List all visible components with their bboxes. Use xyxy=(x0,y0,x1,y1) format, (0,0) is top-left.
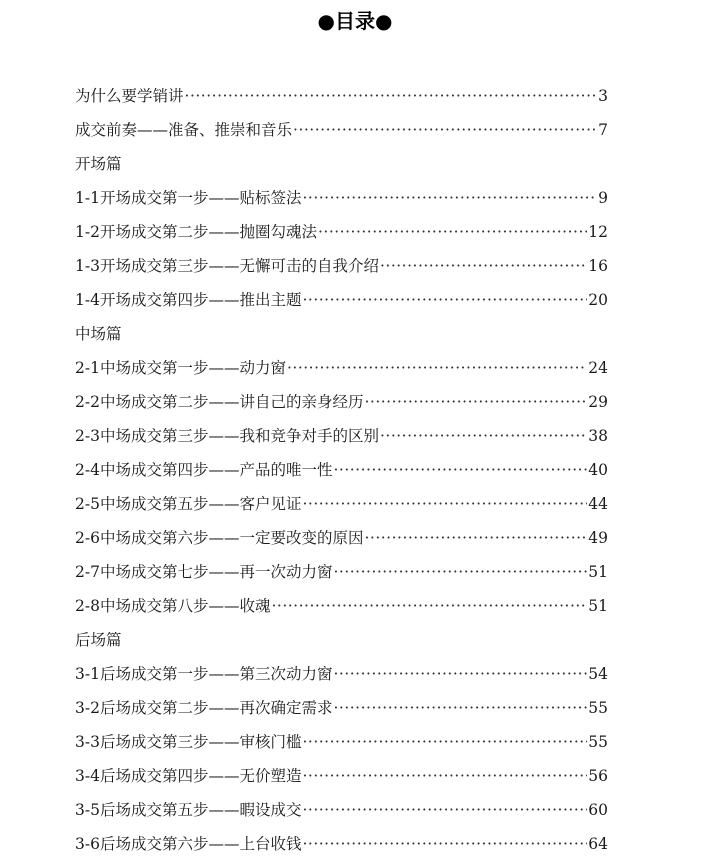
dot-leader xyxy=(302,487,587,521)
dot-leader xyxy=(302,759,587,793)
toc-page-number: 12 xyxy=(588,223,608,241)
toc-entry[interactable] xyxy=(75,827,608,861)
toc-entry-label: 2-5中场成交第五步——客户见证 xyxy=(75,495,302,513)
toc-page-number: 55 xyxy=(588,733,608,751)
section-heading-label: 开场篇 xyxy=(75,155,122,173)
toc-entry[interactable] xyxy=(75,385,608,419)
toc-entry[interactable] xyxy=(75,453,608,487)
dot-leader xyxy=(293,113,595,147)
toc-page-number: 56 xyxy=(588,767,608,785)
toc-section-heading xyxy=(75,623,608,657)
dot-leader xyxy=(333,657,587,691)
toc-page-number: 7 xyxy=(598,121,608,139)
toc-page-number: 51 xyxy=(588,597,608,615)
toc-entry-label: 2-1中场成交第一步——动力窗 xyxy=(75,359,286,377)
dot-leader xyxy=(302,181,595,215)
toc-page-number: 40 xyxy=(588,461,608,479)
toc-entry[interactable] xyxy=(75,249,608,283)
dot-leader xyxy=(364,385,587,419)
toc-page-number: 38 xyxy=(588,427,608,445)
toc-entry[interactable] xyxy=(75,79,608,113)
toc-entry-label: 1-4开场成交第四步——推出主题 xyxy=(75,291,302,309)
toc-entry-label: 1-3开场成交第三步——无懈可击的自我介绍 xyxy=(75,257,379,275)
toc-entry-label: 1-1开场成交第一步——贴标签法 xyxy=(75,189,302,207)
dot-leader xyxy=(380,249,587,283)
toc-entry[interactable] xyxy=(75,691,608,725)
dot-leader xyxy=(302,283,587,317)
dot-leader xyxy=(185,79,595,113)
toc-page-number: 64 xyxy=(588,835,608,853)
toc-entry-label: 2-7中场成交第七步——再一次动力窗 xyxy=(75,563,333,581)
toc-entry[interactable] xyxy=(75,793,608,827)
toc-page-number: 44 xyxy=(588,495,608,513)
toc-entry-label: 3-2后场成交第二步——再次确定需求 xyxy=(75,699,333,717)
toc-entry-label: 2-3中场成交第三步——我和竞争对手的区别 xyxy=(75,427,379,445)
dot-leader xyxy=(318,215,587,249)
toc-entry-label: 3-5后场成交第五步——暇设成交 xyxy=(75,801,302,819)
toc-page-number: 3 xyxy=(598,87,608,105)
toc-entry[interactable] xyxy=(75,181,608,215)
toc-section-heading xyxy=(75,317,608,351)
toc-entry[interactable] xyxy=(75,487,608,521)
dot-leader xyxy=(333,555,587,589)
toc-page-number: 16 xyxy=(588,257,608,275)
dot-leader xyxy=(302,827,587,861)
toc-page-number: 49 xyxy=(588,529,608,547)
toc-entry-label: 3-3后场成交第三步——审核门槛 xyxy=(75,733,302,751)
toc-entry-label: 2-2中场成交第二步——讲自己的亲身经历 xyxy=(75,393,364,411)
toc-entry-label: 2-6中场成交第六步——一定要改变的原因 xyxy=(75,529,364,547)
toc-entry-label: 2-4中场成交第四步——产品的唯一性 xyxy=(75,461,333,479)
toc-page-number: 51 xyxy=(588,563,608,581)
toc-section-heading xyxy=(75,147,608,181)
dot-leader xyxy=(333,691,587,725)
dot-leader xyxy=(302,725,587,759)
toc-entry[interactable] xyxy=(75,351,608,385)
table-of-contents xyxy=(75,79,608,861)
dot-leader xyxy=(287,351,587,385)
toc-page-number: 9 xyxy=(598,189,608,207)
page-title: ●目录● xyxy=(317,9,393,33)
dot-leader xyxy=(302,793,587,827)
toc-entry-label: 为什么要学销讲 xyxy=(75,87,184,105)
dot-leader xyxy=(271,589,587,623)
toc-page-number: 29 xyxy=(588,393,608,411)
toc-entry-label: 3-1后场成交第一步——第三次动力窗 xyxy=(75,665,333,683)
toc-entry[interactable] xyxy=(75,521,608,555)
toc-entry[interactable] xyxy=(75,589,608,623)
toc-entry[interactable] xyxy=(75,113,608,147)
dot-leader xyxy=(364,521,587,555)
toc-entry-label: 3-4后场成交第四步——无价塑造 xyxy=(75,767,302,785)
toc-entry[interactable] xyxy=(75,555,608,589)
toc-entry[interactable] xyxy=(75,419,608,453)
toc-entry[interactable] xyxy=(75,215,608,249)
section-heading-label: 后场篇 xyxy=(75,631,122,649)
toc-page-number: 54 xyxy=(588,665,608,683)
toc-entry[interactable] xyxy=(75,725,608,759)
dot-leader xyxy=(333,453,587,487)
toc-page-number: 20 xyxy=(588,291,608,309)
toc-entry[interactable] xyxy=(75,283,608,317)
section-heading-label: 中场篇 xyxy=(75,325,122,343)
toc-page-number: 60 xyxy=(588,801,608,819)
toc-entry-label: 成交前奏——准备、推崇和音乐 xyxy=(75,121,293,139)
toc-entry[interactable] xyxy=(75,657,608,691)
toc-page-number: 55 xyxy=(588,699,608,717)
toc-entry-label: 1-2开场成交第二步——抛圈勾魂法 xyxy=(75,223,317,241)
toc-page-number: 24 xyxy=(588,359,608,377)
dot-leader xyxy=(380,419,587,453)
toc-entry-label: 3-6后场成交第六步——上台收钱 xyxy=(75,835,302,853)
toc-entry-label: 2-8中场成交第八步——收魂 xyxy=(75,597,271,615)
toc-entry[interactable] xyxy=(75,759,608,793)
